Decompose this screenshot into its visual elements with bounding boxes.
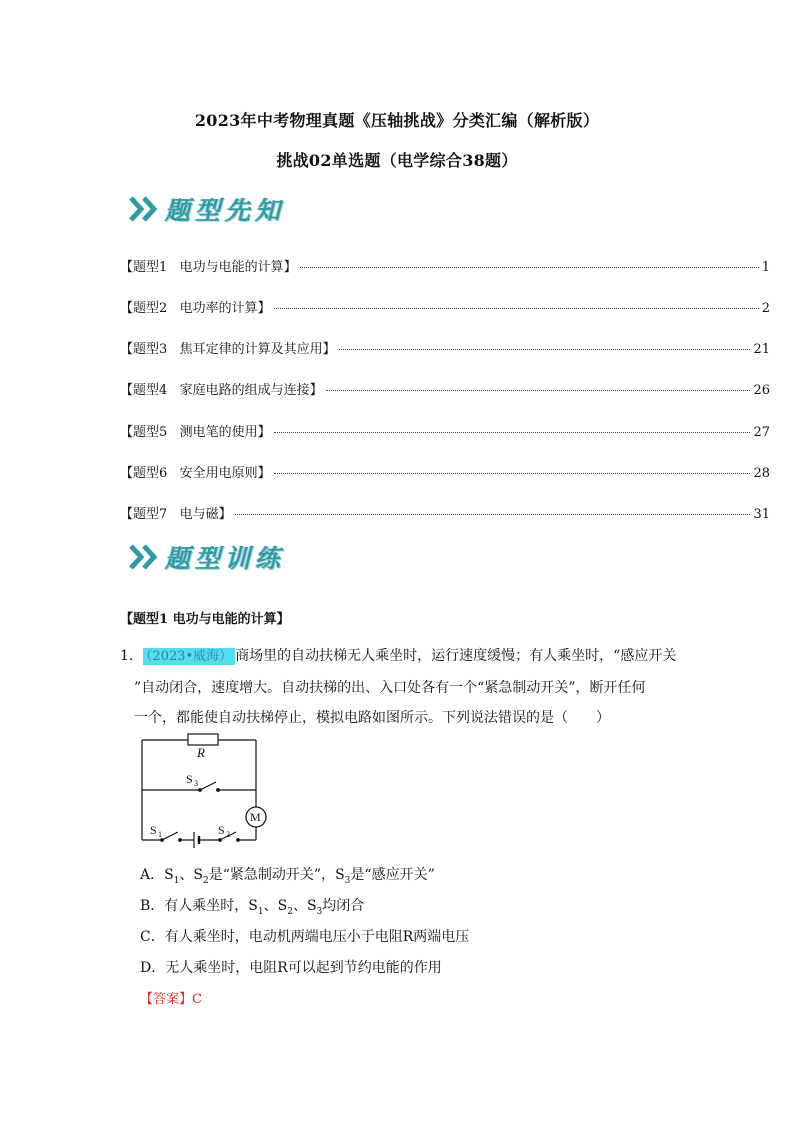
s2-subscript: 2 (226, 830, 230, 839)
toc-entry[interactable] (120, 338, 770, 358)
toc-entry[interactable] (120, 297, 770, 317)
option-a-text: 、S (179, 867, 204, 883)
toc-leader (274, 473, 751, 474)
subscript: 2 (287, 906, 293, 917)
s1-subscript: 1 (158, 830, 162, 839)
double-chevron-icon (127, 193, 165, 225)
subscript: 3 (344, 875, 351, 886)
toc-entry[interactable] (120, 379, 770, 399)
toc-entry-page: 21 (753, 342, 770, 357)
toc-entry-label: 【题型5 测电笔的使用】 (120, 425, 271, 440)
s3-label: S (186, 772, 193, 786)
question-number: 1． (120, 648, 143, 664)
toc-entry-page: 31 (753, 507, 770, 522)
overview-banner-text: 题型先知 (165, 196, 286, 225)
toc-leader (339, 349, 751, 350)
toc-entry-page: 28 (753, 466, 770, 481)
toc-entry-page: 27 (753, 425, 770, 440)
document-title: 2023年中考物理真题《压轴挑战》分类汇编（解析版） (194, 111, 600, 130)
option-a-text: 是“感应开关” (350, 867, 435, 883)
toc-entry-label: 【题型2 电功率的计算】 (120, 301, 271, 316)
source-tag[interactable]: （2023•威海） (143, 648, 235, 665)
question-line-2: ”自动闭合，速度增大。自动扶梯的出、入口处各有一个“紧急制动开关”，断开任何 (134, 680, 646, 696)
option-d[interactable]: D．无人乘坐时，电阻R可以起到节约电能的作用 (140, 960, 442, 976)
toc-leader (235, 514, 751, 515)
toc-entry[interactable] (120, 503, 770, 523)
toc-leader (274, 432, 751, 433)
option-b-text: 、S (263, 898, 288, 914)
s2-label: S (218, 823, 225, 837)
question-text-1: 商场里的自动扶梯无人乘坐时，运行速度缓慢；有人乘坐时，“感应开关 (235, 648, 677, 664)
resistor-symbol (188, 734, 218, 745)
toc-entry-label: 【题型1 电功与电能的计算】 (120, 260, 297, 275)
toc-leader (274, 308, 759, 309)
toc-entry[interactable] (120, 256, 770, 276)
subscript: 2 (203, 875, 209, 886)
s1-label: S (150, 823, 157, 837)
option-b-text: 、S (292, 898, 317, 914)
training-banner (127, 541, 285, 573)
toc-entry-page: 1 (761, 260, 770, 275)
resistor-label: R (197, 745, 205, 760)
option-b[interactable] (140, 895, 364, 917)
training-banner-text: 题型训练 (165, 544, 286, 573)
toc-entry[interactable] (120, 421, 770, 441)
answer-value: C (192, 992, 202, 1007)
option-a[interactable] (140, 864, 435, 886)
subscript: 3 (316, 906, 323, 917)
document-subtitle: 挑战02单选题（电学综合38题） (276, 151, 518, 170)
question-line-1 (120, 645, 676, 665)
option-a-text: A．S (140, 867, 174, 883)
motor-label: M (250, 810, 261, 824)
toc-entry-label: 【题型4 家庭电路的组成与连接】 (120, 383, 323, 398)
double-chevron-icon (127, 541, 165, 573)
toc-leader (326, 390, 751, 391)
toc-entry-label: 【题型7 电与磁】 (120, 507, 232, 522)
question-line-3: 一个，都能使自动扶梯停止，模拟电路如图所示。下列说法错误的是（ ） (134, 710, 610, 726)
toc-entry[interactable] (120, 462, 770, 482)
circuit-diagram (130, 728, 275, 850)
answer-label: 【答案】 (140, 992, 193, 1007)
answer (140, 988, 202, 1007)
option-b-text: B．有人乘坐时，S (140, 898, 258, 914)
s3-subscript: 3 (194, 779, 198, 788)
option-b-text: 均闭合 (322, 898, 365, 914)
subscript: 1 (257, 906, 264, 917)
toc-entry-page: 2 (761, 301, 770, 316)
toc-entry-label: 【题型3 焦耳定律的计算及其应用】 (120, 342, 336, 357)
section-heading: 【题型1 电功与电能的计算】 (120, 612, 290, 627)
option-c[interactable]: C．有人乘坐时，电动机两端电压小于电阻R两端电压 (140, 929, 470, 945)
option-a-text: 是“紧急制动开关”，S (208, 867, 345, 883)
subscript: 1 (173, 875, 180, 886)
toc-entry-label: 【题型6 安全用电原则】 (120, 466, 271, 481)
overview-banner (127, 193, 285, 225)
toc-leader (300, 267, 759, 268)
toc-entry-page: 26 (753, 383, 770, 398)
